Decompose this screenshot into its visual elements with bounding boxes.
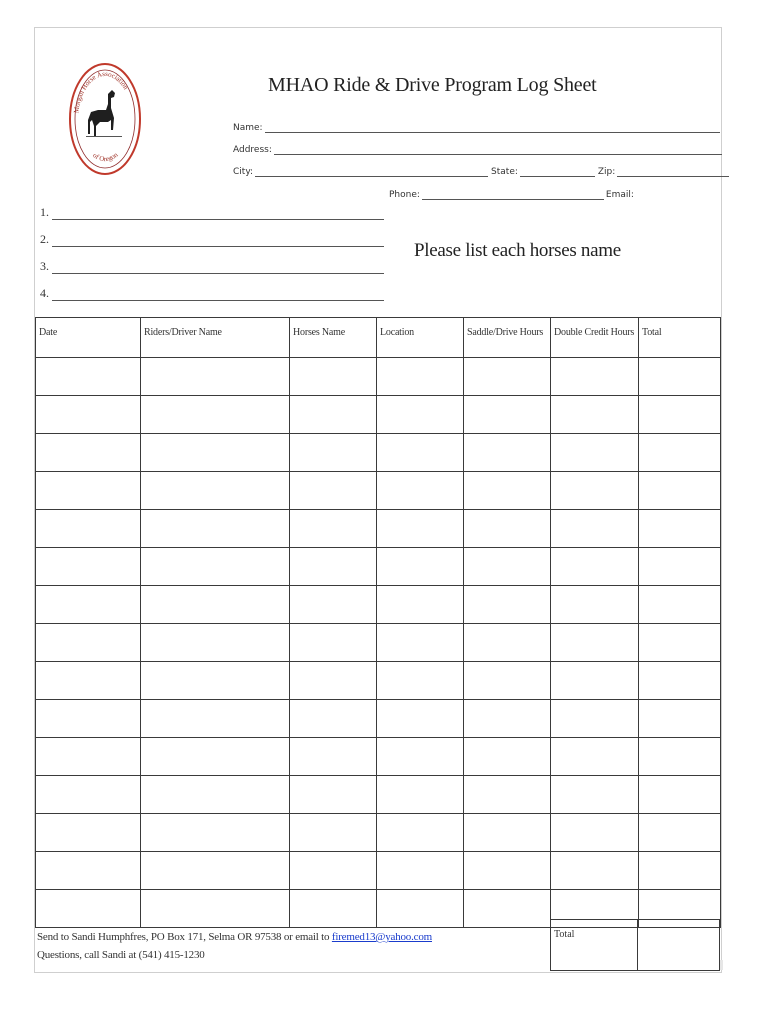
mhao-logo: [68, 60, 142, 178]
table-cell[interactable]: [36, 814, 141, 852]
table-cell[interactable]: [290, 358, 377, 396]
table-cell[interactable]: [551, 814, 639, 852]
table-cell[interactable]: [36, 510, 141, 548]
table-cell[interactable]: [141, 396, 290, 434]
table-cell[interactable]: [464, 586, 551, 624]
table-cell[interactable]: [290, 814, 377, 852]
table-cell[interactable]: [36, 472, 141, 510]
table-cell[interactable]: [464, 852, 551, 890]
email-label: Email:: [605, 190, 634, 200]
table-cell[interactable]: [377, 434, 464, 472]
table-row: [36, 738, 721, 776]
log-table: [35, 317, 721, 928]
table-cell[interactable]: [36, 738, 141, 776]
column-header-date: Date: [36, 318, 141, 358]
grand-total-label-cell: [550, 919, 638, 971]
grand-total-label: Total: [554, 929, 575, 940]
name-line[interactable]: [265, 124, 720, 133]
table-cell[interactable]: [551, 776, 639, 814]
table-cell[interactable]: [551, 434, 639, 472]
table-cell[interactable]: [464, 548, 551, 586]
column-header-location: Location: [377, 318, 464, 358]
table-cell[interactable]: [290, 472, 377, 510]
name-field[interactable]: [233, 123, 720, 133]
table-cell[interactable]: [464, 738, 551, 776]
table-cell[interactable]: [377, 890, 464, 928]
horse-entry-4[interactable]: [40, 286, 384, 301]
table-cell[interactable]: [290, 548, 377, 586]
table-cell[interactable]: [377, 396, 464, 434]
table-cell[interactable]: [141, 510, 290, 548]
table-row: [36, 852, 721, 890]
table-row: [36, 700, 721, 738]
table-cell[interactable]: [36, 890, 141, 928]
horse-line[interactable]: [52, 290, 384, 301]
table-cell[interactable]: [141, 548, 290, 586]
table-cell[interactable]: [290, 890, 377, 928]
table-cell[interactable]: [377, 472, 464, 510]
footer-line-questions: Questions, call Sandi at (541) 415-1230: [37, 949, 205, 961]
table-cell[interactable]: [639, 662, 721, 700]
table-cell[interactable]: [551, 548, 639, 586]
table-cell[interactable]: [377, 624, 464, 662]
table-row: [36, 358, 721, 396]
table-cell[interactable]: [464, 814, 551, 852]
table-cell[interactable]: [551, 662, 639, 700]
table-cell[interactable]: [36, 624, 141, 662]
table-cell[interactable]: [36, 776, 141, 814]
table-cell[interactable]: [377, 548, 464, 586]
table-cell[interactable]: [639, 586, 721, 624]
table-cell[interactable]: [639, 434, 721, 472]
zip-label: Zip:: [597, 167, 616, 177]
table-cell[interactable]: [377, 738, 464, 776]
table-cell[interactable]: [464, 890, 551, 928]
horse-entry-1[interactable]: [40, 205, 384, 220]
table-cell[interactable]: [377, 700, 464, 738]
table-cell[interactable]: [141, 700, 290, 738]
horse-entry-3[interactable]: [40, 259, 384, 274]
table-cell[interactable]: [141, 586, 290, 624]
table-cell[interactable]: [141, 434, 290, 472]
table-row: [36, 548, 721, 586]
table-cell[interactable]: [36, 434, 141, 472]
table-cell[interactable]: [464, 776, 551, 814]
table-cell[interactable]: [377, 776, 464, 814]
address-field[interactable]: [233, 145, 722, 155]
table-cell[interactable]: [551, 624, 639, 662]
table-body: [36, 358, 721, 928]
horse-icon: [86, 90, 122, 137]
table-cell[interactable]: [377, 358, 464, 396]
table-row: [36, 434, 721, 472]
horse-line[interactable]: [52, 236, 384, 247]
table-cell[interactable]: [464, 700, 551, 738]
horse-entry-2[interactable]: [40, 232, 384, 247]
zip-line[interactable]: [617, 168, 729, 177]
table-row: [36, 586, 721, 624]
table-cell[interactable]: [290, 510, 377, 548]
table-cell[interactable]: [639, 814, 721, 852]
horse-number: 2.: [40, 232, 49, 246]
table-cell[interactable]: [639, 776, 721, 814]
city-state-zip-field[interactable]: [233, 167, 729, 177]
table-cell[interactable]: [551, 700, 639, 738]
logo-ring-text-top: Morgan Horse Association: [72, 69, 130, 114]
column-header-rider-name: Riders/Driver Name: [141, 318, 290, 358]
city-line[interactable]: [255, 168, 488, 177]
table-cell[interactable]: [141, 358, 290, 396]
table-row: [36, 624, 721, 662]
table-cell[interactable]: [141, 662, 290, 700]
table-cell[interactable]: [377, 586, 464, 624]
table-cell[interactable]: [551, 738, 639, 776]
table-cell[interactable]: [141, 890, 290, 928]
state-label: State:: [491, 167, 518, 177]
email-link[interactable]: firemed13@yahoo.com: [331, 931, 432, 943]
table-cell[interactable]: [377, 510, 464, 548]
address-label: Address:: [233, 145, 272, 155]
table-cell[interactable]: [290, 624, 377, 662]
column-header-total: Total: [639, 318, 721, 358]
table-cell[interactable]: [141, 472, 290, 510]
table-cell[interactable]: [639, 700, 721, 738]
horse-number: 4.: [40, 286, 49, 300]
table-cell[interactable]: [36, 700, 141, 738]
table-cell[interactable]: [551, 358, 639, 396]
table-row: [36, 662, 721, 700]
table-row: [36, 472, 721, 510]
table-cell[interactable]: [377, 852, 464, 890]
table-cell[interactable]: [290, 662, 377, 700]
table-row: [36, 776, 721, 814]
table-row: [36, 814, 721, 852]
logo-ring-text-bottom: of Oregon: [91, 150, 120, 164]
horse-line[interactable]: [52, 263, 384, 274]
table-cell[interactable]: [36, 586, 141, 624]
table-cell[interactable]: [551, 852, 639, 890]
table-cell[interactable]: [141, 852, 290, 890]
table-cell[interactable]: [464, 358, 551, 396]
phone-line[interactable]: [422, 191, 604, 200]
phone-label: Phone:: [389, 190, 420, 200]
table-cell[interactable]: [551, 396, 639, 434]
table-cell[interactable]: [290, 586, 377, 624]
table-cell[interactable]: [141, 624, 290, 662]
document-title: MHAO Ride & Drive Program Log Sheet: [268, 74, 597, 96]
name-label: Name:: [233, 123, 263, 133]
phone-email-field[interactable]: [389, 190, 636, 200]
address-line[interactable]: [274, 146, 722, 155]
footer-line-send: Send to Sandi Humphfres, PO Box 171, Selma OR 97538 or email to firemed13@yahoo.com: [37, 931, 432, 943]
city-label: City:: [233, 167, 254, 177]
table-cell[interactable]: [551, 586, 639, 624]
table-cell[interactable]: [290, 776, 377, 814]
table-row: [36, 510, 721, 548]
table-header-row: [36, 318, 721, 358]
column-header-double-credit-hours: Double Credit Hours: [551, 318, 639, 358]
table-cell[interactable]: [36, 662, 141, 700]
table-cell[interactable]: [639, 396, 721, 434]
table-cell[interactable]: [464, 472, 551, 510]
table-cell[interactable]: [141, 776, 290, 814]
table-cell[interactable]: [464, 510, 551, 548]
table-cell[interactable]: [290, 700, 377, 738]
table-cell[interactable]: [290, 434, 377, 472]
table-cell[interactable]: [464, 396, 551, 434]
table-cell[interactable]: [464, 434, 551, 472]
table-cell[interactable]: [290, 396, 377, 434]
page-edge: [720, 960, 723, 970]
table-cell[interactable]: [639, 738, 721, 776]
table-cell[interactable]: [377, 662, 464, 700]
table-cell[interactable]: [290, 852, 377, 890]
horse-number: 1.: [40, 205, 49, 219]
column-header-saddle-drive-hours: Saddle/Drive Hours: [464, 318, 551, 358]
table-cell[interactable]: [639, 548, 721, 586]
table-cell[interactable]: [290, 738, 377, 776]
table-cell[interactable]: [377, 814, 464, 852]
footer-instructions: [37, 928, 432, 964]
table-cell[interactable]: [639, 852, 721, 890]
table-cell[interactable]: [639, 624, 721, 662]
table-cell[interactable]: [141, 738, 290, 776]
table-cell[interactable]: [36, 852, 141, 890]
column-header-horse-name: Horses Name: [290, 318, 377, 358]
table-cell[interactable]: [141, 814, 290, 852]
table-cell[interactable]: [464, 662, 551, 700]
state-line[interactable]: [520, 168, 595, 177]
horse-list-note: Please list each horses name: [414, 240, 621, 261]
table-row: [36, 396, 721, 434]
table-cell[interactable]: [36, 358, 141, 396]
table-cell[interactable]: [639, 510, 721, 548]
horse-line[interactable]: [52, 209, 384, 220]
table-cell[interactable]: [551, 472, 639, 510]
grand-total-value-cell[interactable]: [637, 919, 720, 971]
horse-number: 3.: [40, 259, 49, 273]
table-cell[interactable]: [36, 396, 141, 434]
table-cell[interactable]: [551, 510, 639, 548]
table-cell[interactable]: [639, 472, 721, 510]
table-cell[interactable]: [36, 548, 141, 586]
table-cell[interactable]: [464, 624, 551, 662]
table-cell[interactable]: [639, 358, 721, 396]
